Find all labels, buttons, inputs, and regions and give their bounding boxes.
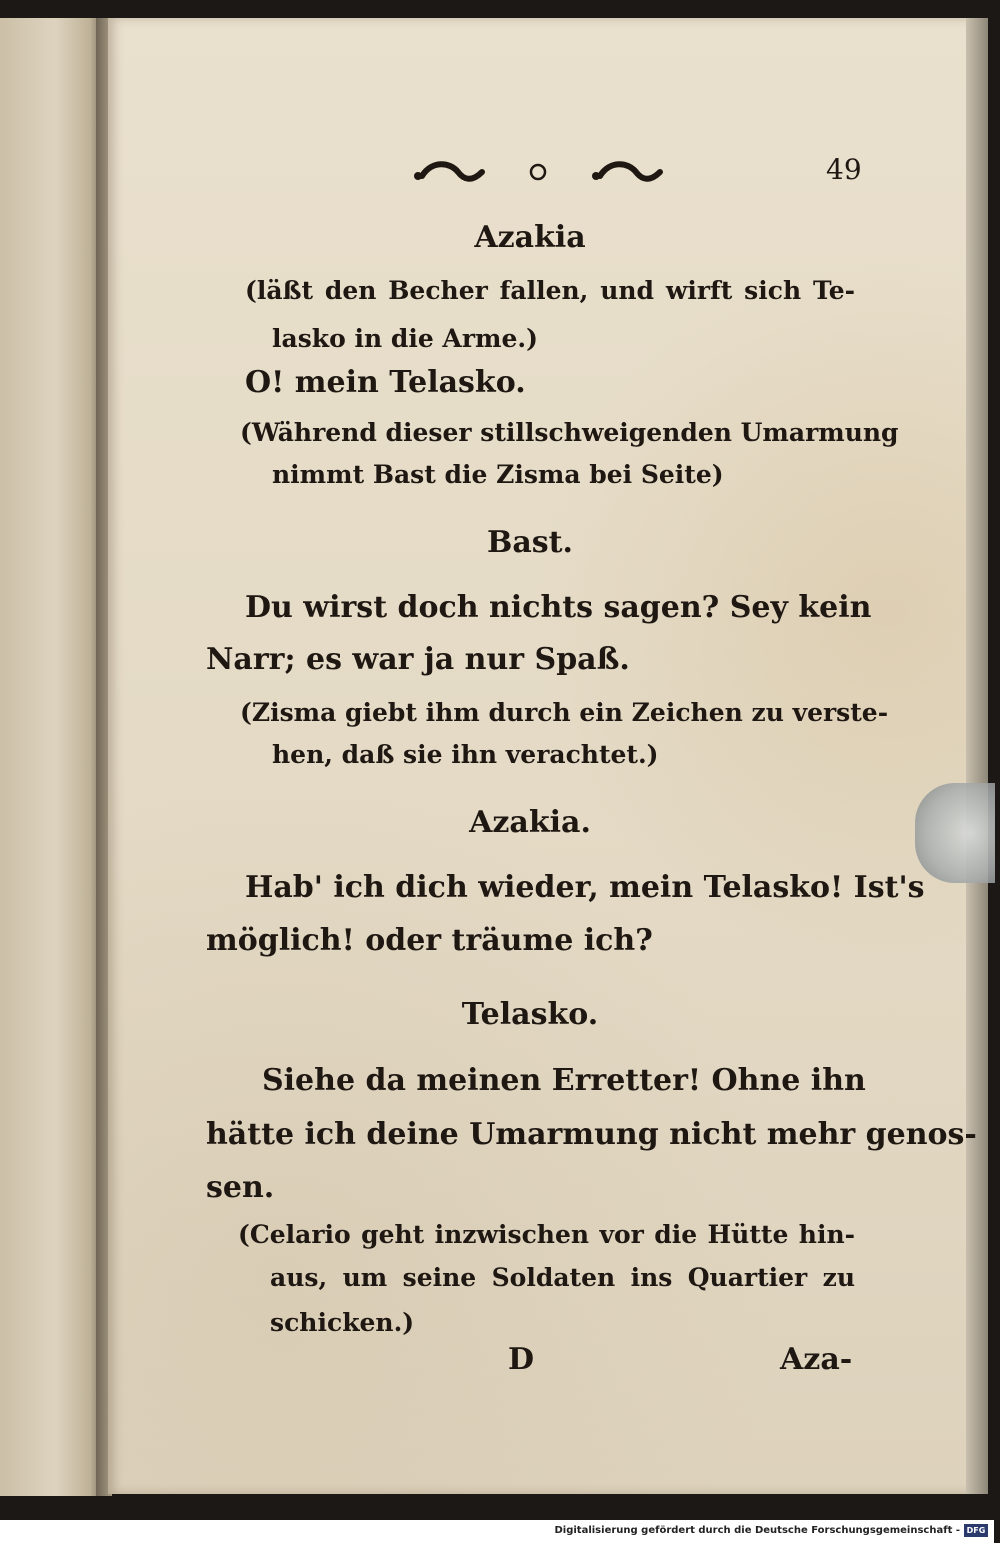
speaker-name: Azakia.	[469, 805, 591, 840]
dialogue-line: O! mein Telasko.	[245, 365, 526, 400]
stage-direction: nimmt Bast die Zisma bei Seite)	[272, 460, 724, 489]
speaker-name: Azakia	[474, 220, 586, 255]
catchword: Aza-	[780, 1342, 853, 1377]
stage-direction: hen, daß sie ihn verachtet.)	[272, 740, 659, 769]
page-number: 49	[826, 153, 862, 186]
dfg-logo-icon: DFG	[964, 1524, 988, 1537]
dialogue-line: sen.	[206, 1170, 275, 1205]
stage-direction: (Celario geht inzwischen vor die Hütte hin-	[238, 1220, 855, 1249]
dialogue-line: möglich! oder träume ich?	[206, 923, 653, 958]
stage-direction: (Während dieser stillschweigenden Umarmung	[240, 418, 899, 447]
stage-direction: lasko in die Arme.)	[272, 324, 538, 353]
stage-direction: aus, um seine Soldaten ins Quartier zu	[270, 1263, 855, 1292]
speaker-name: Bast.	[487, 525, 573, 560]
footer-credit: Digitalisierung gefördert durch die Deutsche Forschungsgemeinschaft -	[554, 1525, 960, 1536]
dialogue-line: Siehe da meinen Erretter! Ohne ihn	[262, 1063, 866, 1098]
dialogue-line: hätte ich deine Umarmung nicht mehr genos-	[206, 1117, 977, 1152]
dialogue-line: Narr; es war ja nur Spaß.	[206, 642, 630, 677]
stage-direction: (Zisma giebt ihm durch ein Zeichen zu verste-	[240, 698, 889, 727]
ornament-header-icon	[410, 150, 670, 190]
stage-direction: schicken.)	[270, 1308, 415, 1337]
dialogue-line: Du wirst doch nichts sagen? Sey kein	[245, 590, 872, 625]
stage-direction: (läßt den Becher fallen, und wirft sich Te-	[245, 276, 855, 305]
footer-bar	[0, 1520, 994, 1543]
dialogue-line: Hab' ich dich wieder, mein Telasko! Ist's	[245, 870, 925, 905]
signature-mark: D	[508, 1342, 535, 1377]
speaker-name: Telasko.	[461, 997, 599, 1032]
